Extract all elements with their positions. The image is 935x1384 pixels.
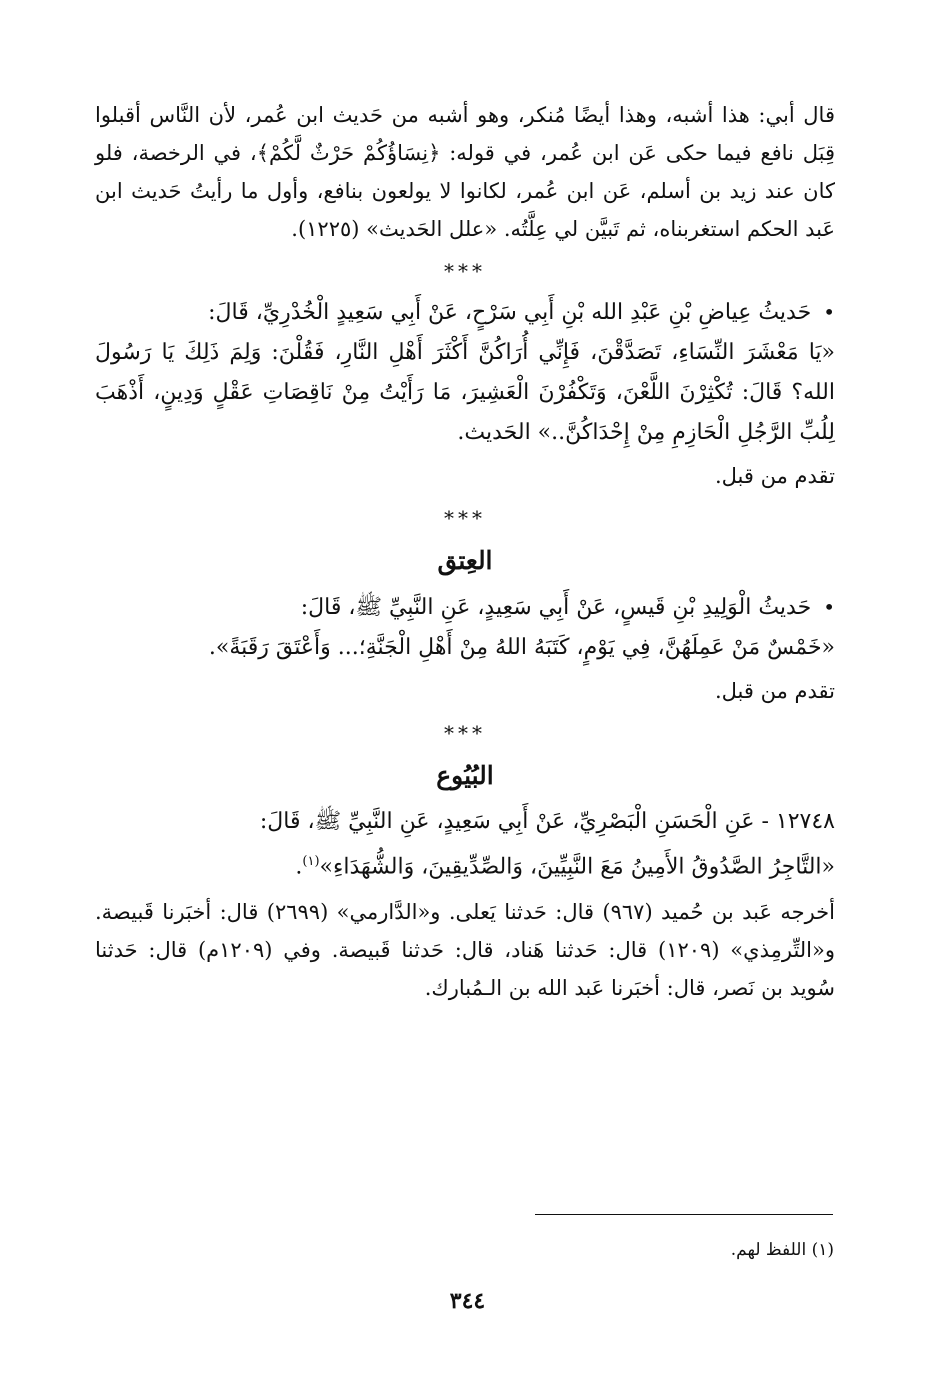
takhrij-paragraph: أخرجه عَبد بن حُميد (٩٦٧) قال: حَدثنا يَعلى. و«الدَّارمي» (٢٦٩٩) قال: أخبَرنا قَبيصة. و«التِّرمِذي» (١٢٠٩) قال: حَدثنا هَناد، قال: حَدثنا قَبيصة. وفي (١٢٠٩م) قال: حَدثنا سُويد بن نَصر، قال: أخبَرنا عَبد الله بن الـمُبارك. xyxy=(95,900,835,1001)
section-title: البُيُوع xyxy=(436,761,494,790)
hadith-matn: «يَا مَعْشَرَ النِّسَاءِ، تَصَدَّقْنَ، فَإِنِّي أُرَاكُنَّ أَكْثَرَ أَهْلِ النَّارِ، فَقُلْنَ: وَلِمَ ذَلِكَ يَا رَسُولَ الله؟ قَالَ: تُكْثِرْنَ اللَّعْنَ، وَتَكْفُرْنَ الْعَشِيرَ، مَا رَأَيْتُ مِنْ نَاقِصَاتِ عَقْلٍ وَدِينٍ، أَذْهَبَ لِلُبِّ الرَّجُلِ الْحَازِمِ مِنْ إِحْدَاكُنَّ..» الحَديث. xyxy=(95,340,835,445)
isnad-text: حَديثُ عِياضِ بْنِ عَبْدِ الله بْنِ أَبِي سَرْحٍ، عَنْ أَبِي سَعِيدٍ الْخُدْرِيِّ، قَالَ: xyxy=(208,300,812,325)
separator-stars: *** xyxy=(444,506,486,530)
bullet-icon: • xyxy=(823,300,835,324)
matn-text: «التَّاجِرُ الصَّدُوقُ الأَمِينُ مَعَ النَّبِيِّينَ، وَالصِّدِّيقِينَ، وَالشُّهَدَاءِ» xyxy=(319,854,835,880)
hadith-number: ١٢٧٤٨ xyxy=(775,809,835,834)
hadith-note: تقدم من قبل. xyxy=(714,464,835,488)
hadith-dash: - xyxy=(761,809,769,834)
separator-stars: *** xyxy=(444,721,486,745)
hadith-isnad xyxy=(95,802,835,842)
hadith-matn xyxy=(95,842,835,887)
hadith-note: تقدم من قبل. xyxy=(714,679,835,703)
hadith-isnad xyxy=(95,587,835,628)
opening-paragraph: قال أبي: هذا أشبه، وهذا أيضًا مُنكر، وهو أشبه من حَديث ابن عُمر، لأن النَّاس أقبلوا قِبَل نافع فيما حكى عَن ابن عُمر، في قوله: ﴿نِسَاؤُكُمْ حَرْثٌ لَّكُمْ﴾، في الرخصة، فلو كان عند زيد بن أسلم، عَن ابن عُمر، لكانوا لا يولعون بنافع، وأول ما رأيتُ حَديث ابن عَبد الحكم استغربناه، ثم تَبيَّن لي عِلَّتُه. «علل الحَديث» (١٢٢٥). xyxy=(95,103,835,241)
page-body xyxy=(95,96,835,1007)
hadith-matn: «خَمْسٌ مَنْ عَمِلَهُنَّ، فِي يَوْمٍ، كَتَبَهُ اللهُ مِنْ أَهْلِ الْجَنَّةِ؛... وَأَعْتَقَ رَقَبَةً». xyxy=(208,635,835,660)
page-number: ٣٤٤ xyxy=(449,1288,486,1314)
matn-end: . xyxy=(295,854,303,880)
section-itq xyxy=(95,539,835,710)
footnote-text: (١) اللفظ لهم. xyxy=(730,1240,834,1260)
footnote-marker: (١) xyxy=(302,854,320,869)
isnad-text: حَديثُ الْوَلِيدِ بْنِ قَيسٍ، عَنْ أَبِي سَعِيدٍ، عَنِ النَّبِيِّ ﷺ، قَالَ: xyxy=(300,595,812,620)
section-title: العِتق xyxy=(437,546,493,575)
isnad-text: عَنِ الْحَسَنِ الْبَصْرِيِّ، عَنْ أَبِي سَعِيدٍ، عَنِ النَّبِيِّ ﷺ، قَالَ: xyxy=(259,809,755,834)
hadith-isnad xyxy=(95,292,835,333)
hadith-iyad xyxy=(95,292,835,495)
section-buyu xyxy=(95,754,835,1007)
footnote-divider xyxy=(535,1214,833,1215)
bullet-icon: • xyxy=(823,595,835,619)
separator-stars: *** xyxy=(444,259,486,283)
